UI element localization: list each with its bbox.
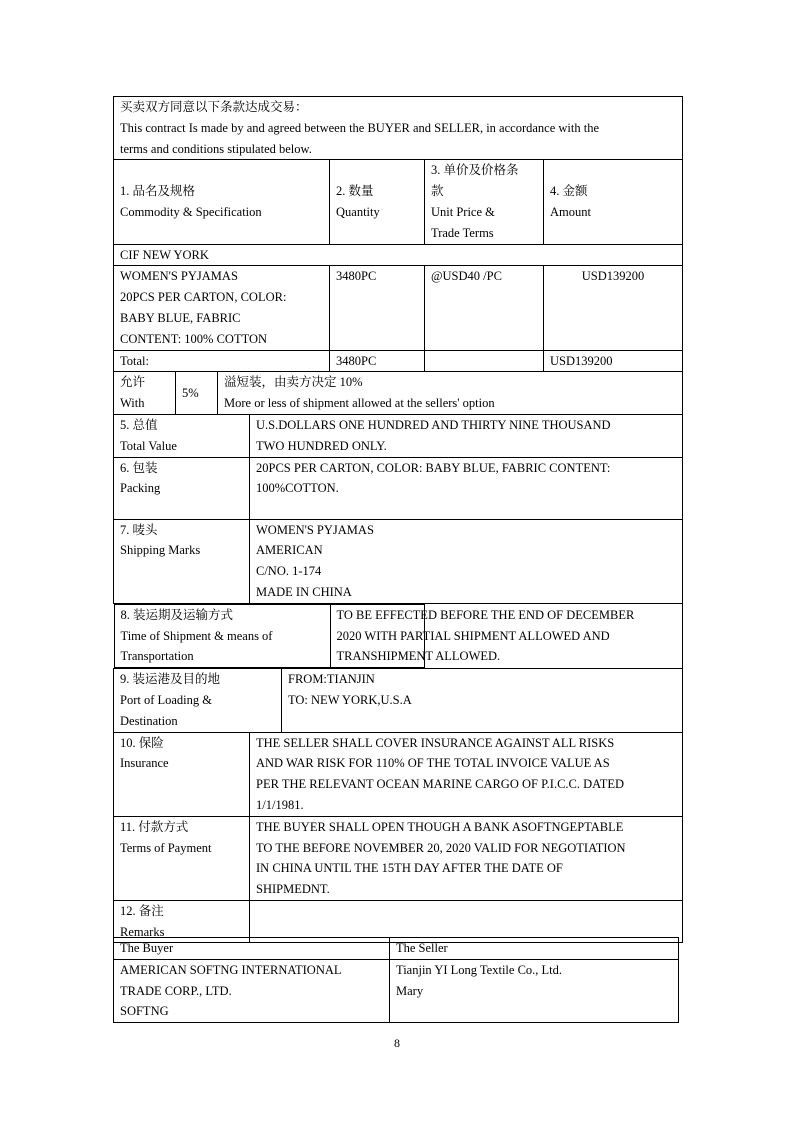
intro-en-line-2: terms and conditions stipulated below.	[120, 141, 312, 156]
seller-line-1: Tianjin YI Long Textile Co., Ltd.	[396, 962, 563, 977]
item-row	[114, 266, 683, 350]
buyer-line-1: AMERICAN SOFTNG INTERNATIONAL	[120, 962, 342, 977]
item-desc-line-1: WOMEN'S PYJAMAS	[120, 269, 238, 284]
header-amount-en: Amount	[550, 204, 591, 219]
shipping-marks-line-3: C/NO. 1-174	[256, 564, 322, 579]
total-value-line-1: U.S.DOLLARS ONE HUNDRED AND THIRTY NINE THOUSAND	[256, 417, 611, 432]
header-amount-zh: 4. 金额	[550, 184, 588, 199]
ports-line-1: FROM:TIANJIN	[288, 672, 375, 687]
packing-label-zh: 6. 包装	[120, 460, 158, 475]
packing-label-en: Packing	[120, 481, 161, 496]
signature-table	[113, 937, 679, 1023]
insurance-label-zh: 10. 保险	[120, 735, 164, 750]
payment-line-3: IN CHINA UNTIL THE 15TH DAY AFTER THE DATE OF	[256, 861, 563, 876]
buyer-signature	[114, 959, 390, 1022]
item-unit-price: @USD40 /PC	[425, 266, 544, 350]
header-commodity-zh: 1. 品名及规格	[120, 184, 196, 199]
seller-signature	[390, 959, 679, 1022]
header-quantity-en: Quantity	[336, 204, 380, 219]
shipment-line-2: 2020 WITH PARTIAL SHIPMENT ALLOWED AND	[336, 628, 610, 643]
header-price-zh-1: 3. 单价及价格条	[431, 163, 519, 178]
insurance-row	[114, 732, 683, 816]
header-commodity	[114, 160, 330, 244]
intro-row	[114, 97, 683, 160]
shipping-marks-label-zh: 7. 唛头	[120, 522, 158, 537]
payment-row	[114, 816, 683, 900]
allowance-percent: 5%	[176, 372, 218, 415]
total-value-label-zh: 5. 总值	[120, 417, 158, 432]
shipment-label-zh: 8. 装运期及运输方式	[120, 607, 234, 622]
total-amount: USD139200	[544, 350, 683, 372]
ports-line-2: TO: NEW YORK,U.S.A	[288, 692, 412, 707]
payment-label	[114, 816, 250, 900]
item-amount: USD139200	[544, 266, 683, 350]
payment-line-2: TO THE BEFORE NOVEMBER 20, 2020 VALID FOR NEGOTIATION	[256, 840, 626, 855]
item-desc-line-3: BABY BLUE, FABRIC	[120, 310, 241, 325]
shipping-marks-label	[114, 519, 250, 603]
ports-label-zh: 9. 装运港及目的地	[120, 672, 221, 687]
ports-text	[282, 669, 683, 732]
total-value-line-2: TWO HUNDRED ONLY.	[256, 438, 387, 453]
intro-en-line-1: This contract Is made by and agreed between the BUYER and SELLER, in accordance with the	[120, 120, 600, 135]
payment-line-1: THE BUYER SHALL OPEN THOUGH A BANK ASOFTNGEPTABLE	[256, 819, 624, 834]
packing-label	[114, 457, 250, 519]
insurance-label	[114, 732, 250, 816]
buyer-label: The Buyer	[114, 938, 390, 960]
packing-row	[114, 457, 683, 519]
payment-line-4: SHIPMEDNT.	[256, 882, 330, 897]
header-quantity	[330, 160, 425, 244]
insurance-line-3: PER THE RELEVANT OCEAN MARINE CARGO OF P.I.C.C. DATED	[256, 777, 625, 792]
remarks-label-zh: 12. 备注	[120, 903, 164, 918]
allowance-label-zh: 允许	[120, 375, 146, 390]
shipping-marks-label-en: Shipping Marks	[120, 543, 201, 558]
item-description	[114, 266, 330, 350]
total-quantity: 3480PC	[330, 350, 425, 372]
ports-label-en-2: Destination	[120, 713, 178, 728]
contract-terms-table	[113, 96, 683, 943]
seller-label: The Seller	[390, 938, 679, 960]
insurance-line-4: 1/1/1981.	[256, 797, 304, 812]
payment-label-en: Terms of Payment	[120, 840, 212, 855]
item-desc-line-2: 20PCS PER CARTON, COLOR:	[120, 290, 287, 305]
packing-line-1: 20PCS PER CARTON, COLOR: BABY BLUE, FABRIC CONTENT:	[256, 460, 611, 475]
total-value-text	[250, 414, 683, 457]
ports-label	[114, 669, 282, 732]
shipping-marks-line-1: WOMEN'S PYJAMAS	[256, 522, 374, 537]
total-price-empty	[425, 350, 544, 372]
shipment-label-en-1: Time of Shipment & means of	[120, 628, 273, 643]
seller-line-2: Mary	[396, 983, 424, 998]
trade-term: CIF NEW YORK	[114, 244, 683, 266]
intro-cell	[114, 97, 683, 160]
ports-row	[114, 669, 683, 732]
allowance-text-zh: 溢短装，由卖方决定 10%	[224, 375, 363, 390]
packing-line-2: 100%COTTON.	[256, 481, 339, 496]
allowance-text-en: More or less of shipment allowed at the sellers' option	[224, 396, 495, 411]
signature-header-row	[114, 938, 679, 960]
item-quantity: 3480PC	[330, 266, 425, 350]
shipping-marks-line-2: AMERICAN	[256, 543, 323, 558]
header-commodity-en: Commodity & Specification	[120, 204, 262, 219]
shipping-marks-row	[114, 519, 683, 603]
allowance-label	[114, 372, 176, 415]
buyer-line-2: TRADE CORP., LTD.	[120, 983, 232, 998]
shipment-label	[114, 604, 330, 667]
buyer-line-3: SOFTNG	[120, 1004, 169, 1019]
total-row	[114, 350, 683, 372]
packing-text	[250, 457, 683, 519]
header-price-zh-2: 款	[431, 184, 444, 199]
allowance-text	[218, 372, 683, 415]
insurance-line-1: THE SELLER SHALL COVER INSURANCE AGAINST ALL RISKS	[256, 735, 615, 750]
allowance-row	[114, 372, 683, 415]
total-value-label-en: Total Value	[120, 438, 177, 453]
total-value-row	[114, 414, 683, 457]
shipment-label-en-2: Transportation	[120, 649, 194, 664]
remarks-label-en: Remarks	[120, 924, 165, 939]
shipment-line-1: TO BE EFFECTED BEFORE THE END OF DECEMBER	[336, 607, 635, 622]
shipment-split	[114, 603, 635, 668]
total-label: Total:	[114, 350, 330, 372]
header-price	[425, 160, 544, 244]
page-number: 8	[394, 1036, 400, 1050]
payment-text	[250, 816, 683, 900]
shipment-text	[330, 604, 635, 667]
payment-label-zh: 11. 付款方式	[120, 819, 189, 834]
allowance-label-en: With	[120, 396, 145, 411]
header-price-en-1: Unit Price &	[431, 204, 495, 219]
insurance-label-en: Insurance	[120, 756, 169, 771]
header-amount	[544, 160, 683, 244]
item-desc-line-4: CONTENT: 100% COTTON	[120, 331, 268, 346]
trade-term-row	[114, 244, 683, 266]
total-value-label	[114, 414, 250, 457]
shipment-line-3: TRANSHIPMENT ALLOWED.	[336, 649, 501, 664]
header-row	[114, 160, 683, 244]
insurance-text	[250, 732, 683, 816]
shipping-marks-line-4: MADE IN CHINA	[256, 584, 352, 599]
header-quantity-zh: 2. 数量	[336, 184, 374, 199]
intro-zh: 买卖双方同意以下条款达成交易：	[120, 100, 308, 114]
ports-label-en-1: Port of Loading &	[120, 692, 213, 707]
header-price-en-2: Trade Terms	[431, 225, 494, 240]
shipping-marks-text	[250, 519, 683, 603]
insurance-line-2: AND WAR RISK FOR 110% OF THE TOTAL INVOICE VALUE AS	[256, 756, 610, 771]
signature-body-row	[114, 959, 679, 1022]
shipment-row	[114, 603, 683, 668]
